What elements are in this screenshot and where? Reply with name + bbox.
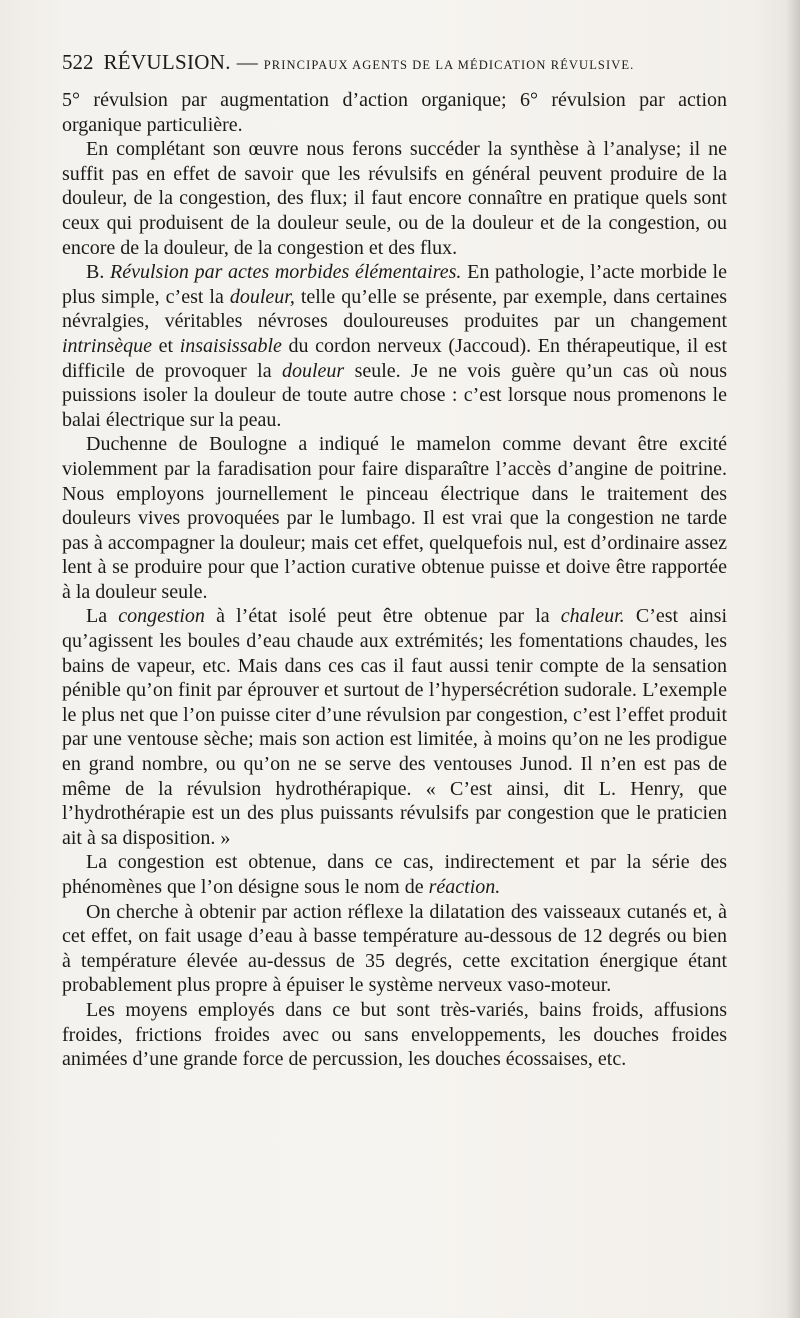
paragraph	[62, 900, 727, 998]
text-run: Duchenne de Boulogne a indiqué le mamelon comme devant être excité violemment par la faradisation pour faire disparaître l’accès d’angine de poitrine. Nous employons journellement le pinceau électrique dans le traitement des douleurs vives provoquées par le lumbago. Il est vrai que la congestion ne tarde pas à accompagner la douleur; mais cet effet, quelquefois nul, est d’ordinaire assez lent à se produire pour que l’action curative obtenue puisse et doive être rapportée à la douleur seule.	[62, 433, 727, 603]
text-run: On cherche à obtenir par action réflexe la dilatation des vaisseaux cutanés et, à cet effet, on fait usage d’eau à basse température au-dessous de 12 degrés ou bien à température élevée au-dessus de 35 degrés, cette excitation énergique étant probablement plus propre à épuiser le système nerveux vaso-moteur.	[62, 900, 727, 997]
text-run: du cordon nerveux (Jaccoud). En thérapeutique, il est difficile de provoquer la	[62, 334, 727, 382]
page-number: 522	[62, 50, 94, 74]
text-run: telle qu’elle se présente, par exemple, dans certaines névralgies, véritables névroses douloureuses produites par un changement	[62, 285, 728, 333]
text-run: B.	[86, 261, 111, 284]
paragraph	[62, 432, 727, 604]
text-run: La	[86, 605, 119, 628]
page-edge-shadow	[786, 0, 800, 1318]
text-run: et	[152, 334, 180, 357]
running-title: RÉVULSION.	[103, 50, 231, 74]
text-run: à l’état isolé peut être obtenue par la	[204, 605, 561, 628]
italic-text: intrinsèque	[62, 334, 152, 357]
text-run: C’est ainsi qu’agissent les boules d’eau chaude aux extrémités; les fomentations chaudes, les bains de vapeur, etc. Mais dans ces cas il faut aussi tenir compte de la sensation pénible qu’on finit par éprouver et surtout de l’hypersécrétion sudorale. L’exemple le plus net que l’on puisse citer d’une révulsion par congestion, c’est l’effet produit par une ventouse sèche; mais son action est limitée, à moins qu’on ne les prodigue en grand nombre, ou qu’on ne se serve des ventouses Junod. Il n’en est pas de même de la révulsion hydrothérapique. « C’est ainsi, dit L. Henry, que l’hydrothérapie est un des plus puissants révulsifs par congestion que le praticien ait à sa disposition. »	[62, 605, 728, 849]
running-subtitle: PRINCIPAUX AGENTS DE LA MÉDICATION RÉVULSIVE.	[263, 58, 635, 72]
text-run: 5° révulsion par augmentation d’action organique; 6° révulsion par action organique particulière.	[62, 89, 727, 136]
paragraph	[62, 88, 727, 137]
italic-text: congestion	[118, 605, 205, 628]
text-run: Les moyens employés dans ce but sont très-variés, bains froids, affusions froides, frictions froides avec ou sans enveloppements, les douches froides animées d’une grande force de percussion, les douches écossaises, etc.	[62, 998, 727, 1071]
header-dash: —	[236, 50, 258, 74]
italic-text: réaction.	[428, 876, 501, 898]
paragraph	[62, 260, 727, 432]
paragraph	[62, 137, 727, 260]
body-text	[62, 88, 727, 1072]
italic-text: Révulsion par actes morbides élémentaires.	[110, 261, 462, 284]
italic-text: insaisissable	[179, 334, 282, 357]
paragraph	[62, 604, 727, 850]
text-run: En pathologie, l’acte morbide le plus simple, c’est la	[62, 261, 727, 308]
page-header	[62, 50, 742, 75]
text-run: seule. Je ne vois guère qu’un cas où nous puissions isoler la douleur de toute autre chose : c’est lorsque nous promenons le balai électrique sur la peau.	[62, 359, 727, 431]
text-run: La congestion est obtenue, dans ce cas, indirectement et par la série des phénomènes que l’on désigne sous le nom de	[62, 851, 727, 898]
italic-text: douleur	[281, 359, 345, 382]
italic-text: chaleur.	[560, 605, 625, 628]
paragraph	[62, 850, 727, 899]
paragraph	[62, 998, 727, 1072]
italic-text: douleur,	[229, 285, 295, 308]
text-run: En complétant son œuvre nous ferons succéder la synthèse à l’analyse; il ne suffit pas en effet de savoir que les révulsifs en général peuvent produire de la douleur, de la congestion, des flux; il faut encore connaître en pratique quels sont ceux qui produisent de la douleur seule, ou de la douleur et de la congestion, ou encore de la douleur, de la congestion et des flux.	[62, 138, 727, 259]
